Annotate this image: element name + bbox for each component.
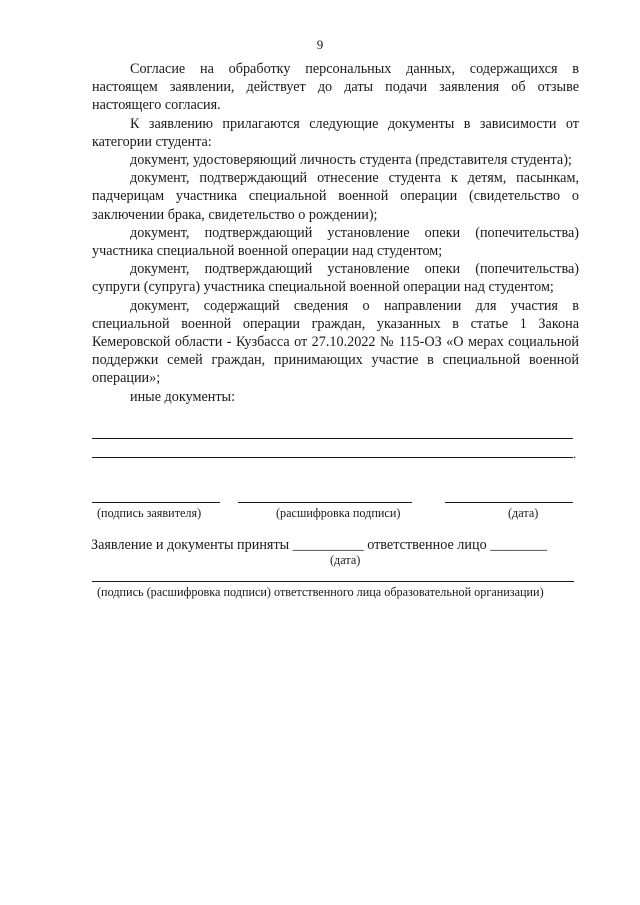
document-item-identity: документ, удостоверяющий личность студента (представителя студента);	[130, 152, 572, 169]
document-item-spouse-guardianship: документ, подтверждающий установление опеки (попечительства) супруги (супруга) участника специальной военной операции над студентом;	[92, 261, 579, 296]
signature-decoding-line	[238, 502, 412, 503]
document-item-referral: документ, содержащий сведения о направлении для участия в специальной военной операции граждан, указанных в статье 1 Закона Кемеровской области - Кузбасса от 27.10.2022 № 115-ОЗ «О мерах социальной поддержки семей граждан, принимающих участие в специальной военной операции»;	[92, 297, 579, 387]
other-documents-label: иные документы:	[130, 388, 236, 405]
responsible-signature-line	[92, 581, 574, 582]
applicant-signature-caption: (подпись заявителя)	[97, 506, 202, 520]
acceptance-line: Заявление и документы приняты __________ ответственное лицо ________	[91, 537, 547, 553]
document-body	[92, 60, 579, 406]
page-number: 9	[316, 37, 324, 52]
responsible-signature-caption: (подпись (расшифровка подписи) ответственного лица образовательной организации)	[97, 585, 544, 599]
attachments-intro-paragraph: К заявлению прилагаются следующие документы в зависимости от категории студента:	[92, 115, 579, 150]
signature-date-caption: (дата)	[508, 506, 539, 520]
acceptance-date-caption: (дата)	[330, 553, 361, 567]
document-item-guardianship: документ, подтверждающий установление опеки (попечительства) участника специальной военной операции над студентом;	[92, 224, 579, 260]
other-documents-line-2	[92, 457, 573, 458]
signature-decoding-caption: (расшифровка подписи)	[276, 506, 401, 520]
consent-paragraph: Согласие на обработку персональных данных, содержащихся в настоящем заявлении, действует до даты подачи заявления об отзыве настоящего согласия.	[92, 61, 579, 114]
other-documents-line-1	[92, 438, 573, 439]
applicant-signature-line	[92, 502, 220, 503]
document-item-kinship: документ, подтверждающий отнесение студента к детям, пасынкам, падчерицам участника специальной военной операции (свидетельство о заключении брака, свидетельство о рождении);	[92, 170, 579, 223]
signature-date-line	[445, 502, 573, 503]
line-end-period: .	[573, 446, 577, 461]
